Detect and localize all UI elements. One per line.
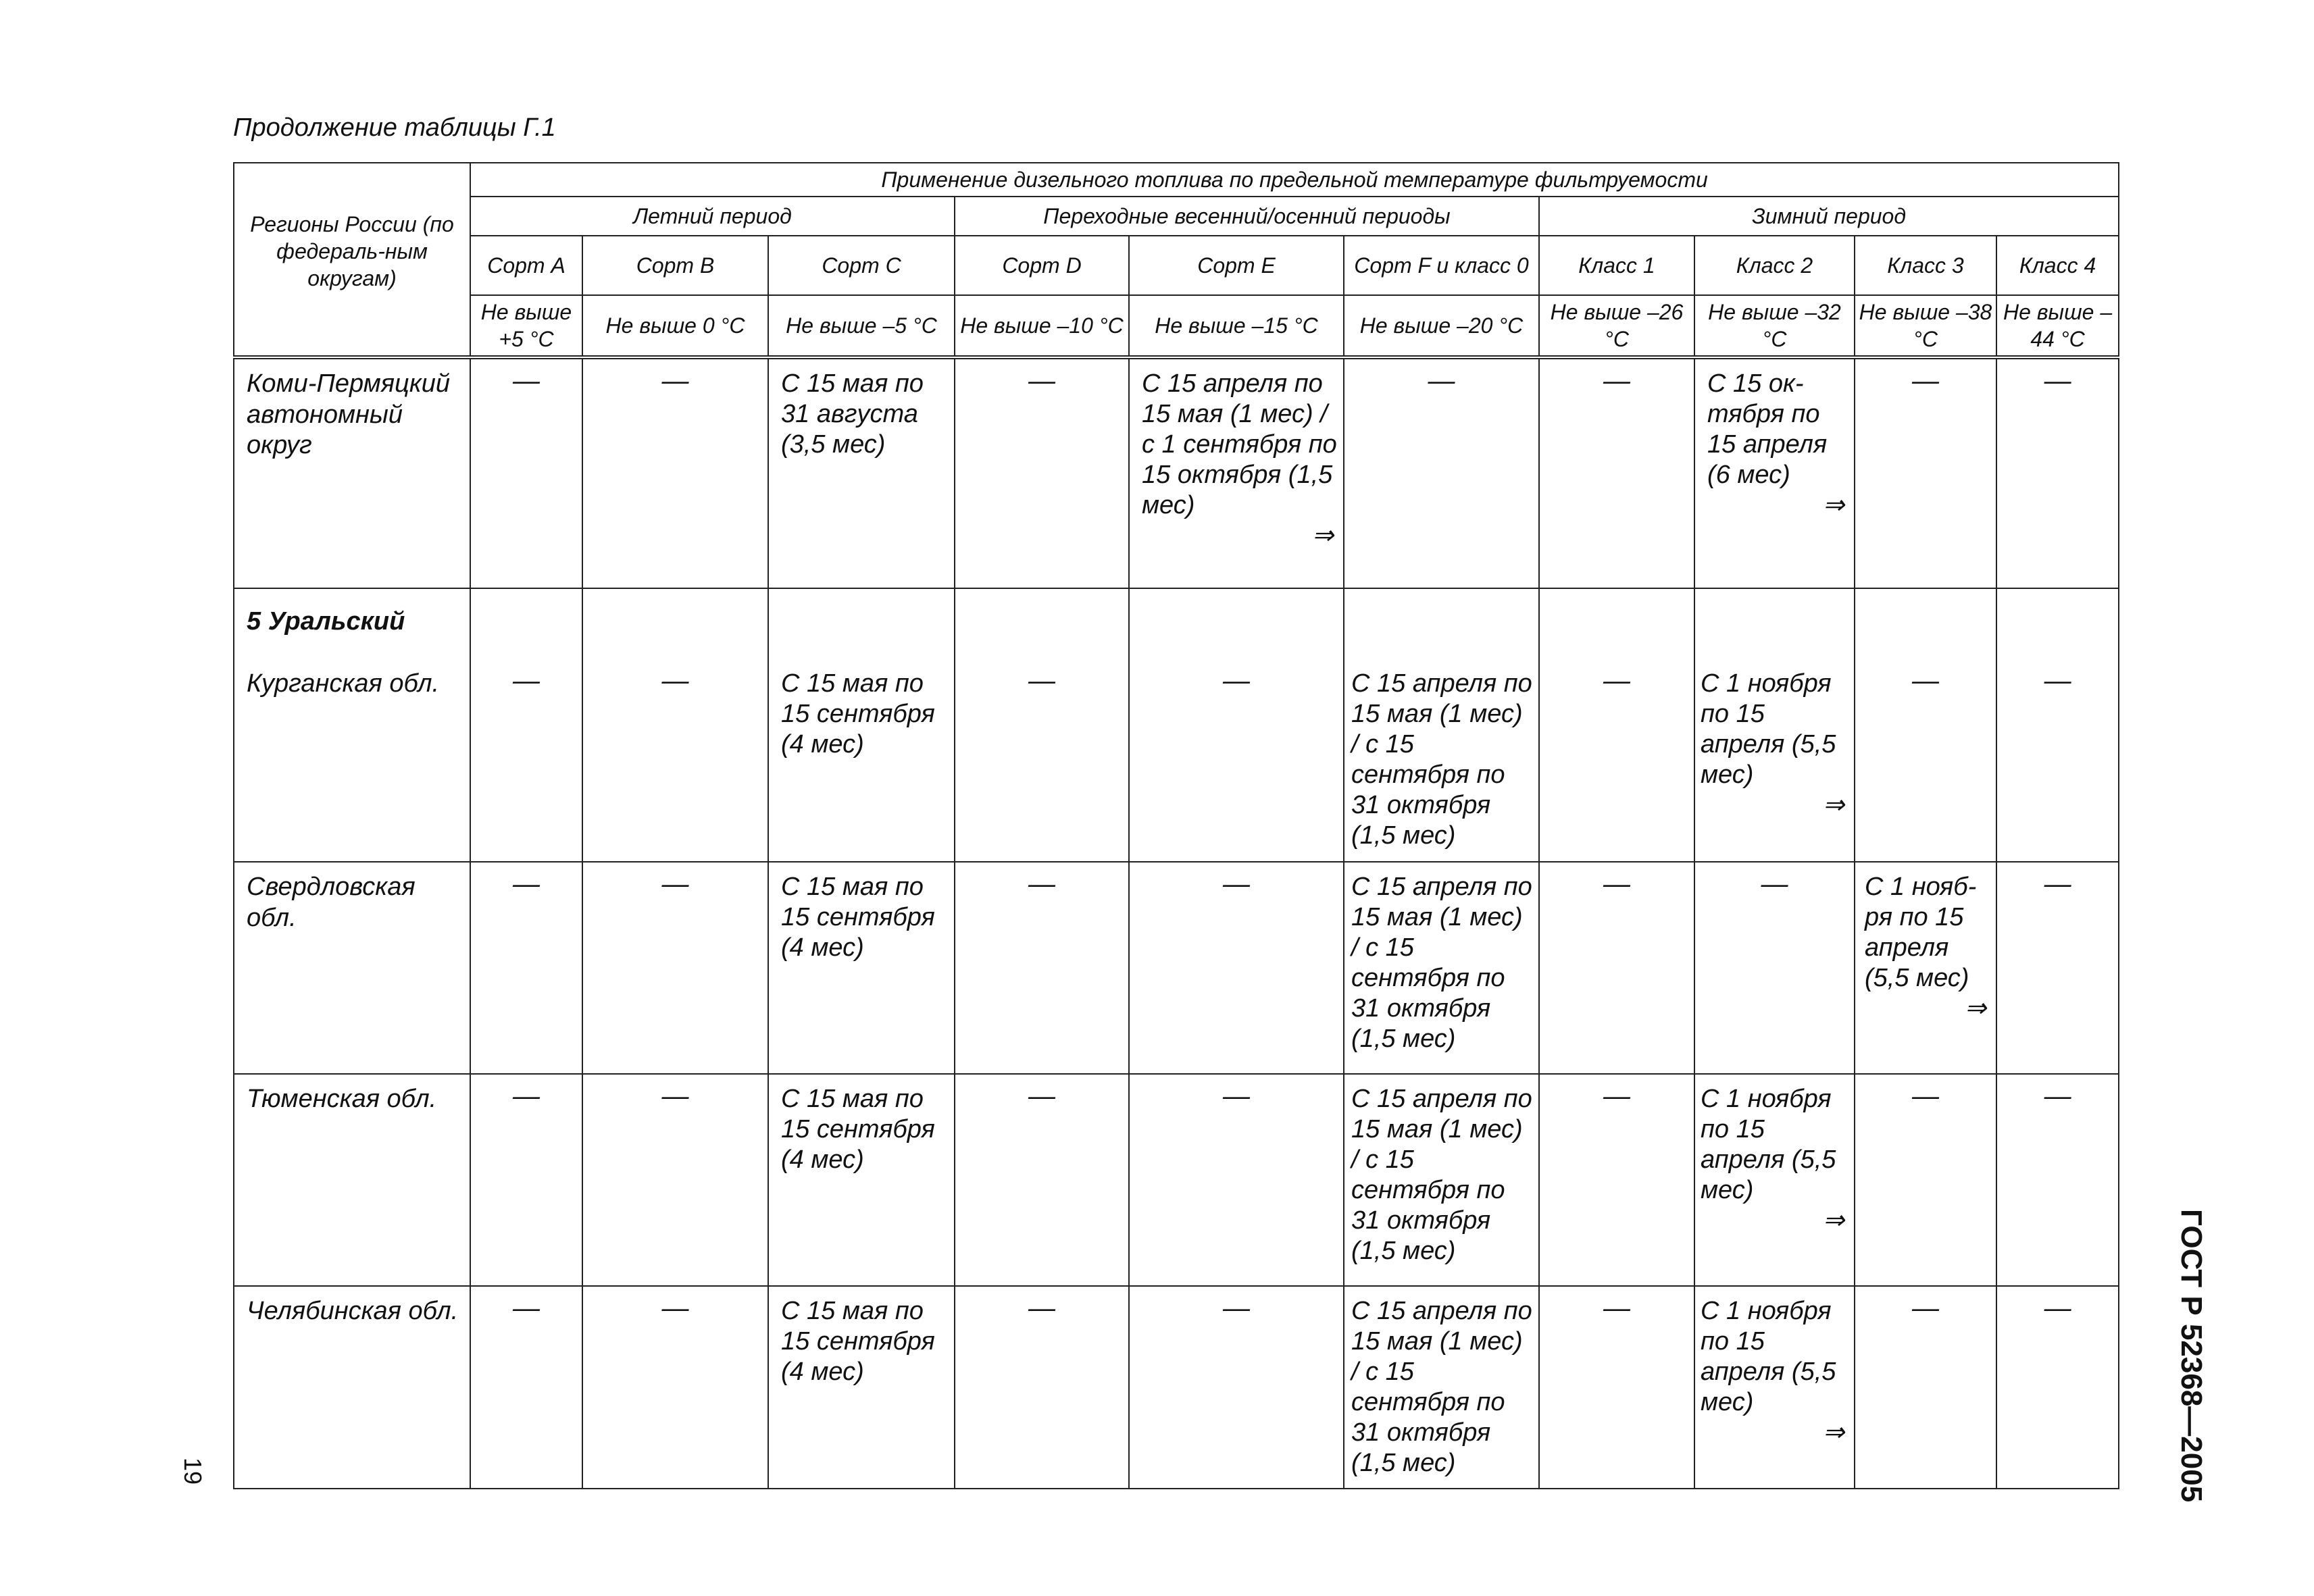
grade-header: Сорт А bbox=[470, 236, 582, 295]
sort-c-cell: С 15 мая по 15 сентября (4 мес) bbox=[768, 588, 955, 862]
class2-cell bbox=[1694, 357, 1855, 588]
dash-cell: — bbox=[470, 862, 582, 1074]
continuation-arrow-icon: ⇒ bbox=[1823, 1418, 1844, 1447]
sort-f-cell: С 15 апреля по 15 мая (1 мес) / с 15 сентября по 31 октября (1,5 мес) bbox=[1344, 862, 1539, 1074]
dash-cell: — bbox=[1996, 357, 2119, 588]
class2-text: С 1 ноября по 15 апреля (5,5 мес) bbox=[1701, 1297, 1836, 1416]
sort-c-cell: С 15 мая по 15 сентября (4 мес) bbox=[768, 1074, 955, 1286]
sort-e-text: С 15 апреля по 15 мая (1 мес) / с 1 сентября по 15 октября (1,5 мес) bbox=[1142, 369, 1337, 519]
dash-cell: — bbox=[1539, 357, 1694, 588]
limit-header: Не выше –20 °С bbox=[1344, 295, 1539, 357]
sort-c-cell: С 15 мая по 31 августа (3,5 мес) bbox=[768, 357, 955, 588]
region-name: Свердловская обл. bbox=[234, 862, 470, 1074]
grade-header: Сорт D bbox=[955, 236, 1129, 295]
limit-header: Не выше –10 °С bbox=[955, 295, 1129, 357]
dash-cell: — bbox=[470, 357, 582, 588]
limit-header: Не выше 0 °С bbox=[582, 295, 768, 357]
grade-header: Класс 4 bbox=[1996, 236, 2119, 295]
dash-cell: — bbox=[955, 357, 1129, 588]
dash-cell: — bbox=[1855, 1286, 1996, 1489]
fuel-application-table bbox=[233, 162, 2119, 1489]
standard-label-container bbox=[2175, 1209, 2216, 1503]
grade-header: Сорт Е bbox=[1129, 236, 1344, 295]
dash-cell: — bbox=[1344, 357, 1539, 588]
grade-header: Класс 2 bbox=[1694, 236, 1855, 295]
class2-text: С 1 ноября по 15 апреля (5,5 мес) bbox=[1701, 669, 1836, 789]
dash-cell: — bbox=[1539, 1074, 1694, 1286]
dash-cell: — bbox=[1539, 862, 1694, 1074]
grade-header: Сорт С bbox=[768, 236, 955, 295]
dash-cell: — bbox=[582, 357, 768, 588]
class3-text: С 1 нояб-ря по 15 апреля (5,5 мес) bbox=[1865, 873, 1977, 992]
dash-cell: — bbox=[1129, 1286, 1344, 1489]
continuation-arrow-icon: ⇒ bbox=[1965, 994, 1986, 1023]
limit-header: Не выше –15 °С bbox=[1129, 295, 1344, 357]
grade-header: Класс 1 bbox=[1539, 236, 1694, 295]
limit-header: Не выше –38 °С bbox=[1855, 295, 1996, 357]
district-heading: 5 Уральский bbox=[247, 607, 405, 636]
limit-header: Не выше –32 °С bbox=[1694, 295, 1855, 357]
dash-cell: — bbox=[1129, 862, 1344, 1074]
sort-e-cell bbox=[1129, 357, 1344, 588]
dash-cell: — bbox=[1694, 862, 1855, 1074]
page-number: 19 bbox=[179, 1458, 207, 1485]
table-row bbox=[234, 1286, 2119, 1489]
class2-cell bbox=[1694, 1074, 1855, 1286]
class2-cell bbox=[1694, 1286, 1855, 1489]
dash-cell: — bbox=[1996, 1074, 2119, 1286]
dash-cell: — bbox=[1996, 588, 2119, 862]
dash-cell: — bbox=[1855, 1074, 1996, 1286]
dash-cell: — bbox=[470, 1074, 582, 1286]
class2-text: С 1 ноября по 15 апреля (5,5 мес) bbox=[1701, 1085, 1836, 1204]
dash-cell: — bbox=[1855, 357, 1996, 588]
dash-cell: — bbox=[1539, 1286, 1694, 1489]
region-name: Челябинская обл. bbox=[234, 1286, 470, 1489]
grade-header: Класс 3 bbox=[1855, 236, 1996, 295]
dash-cell: — bbox=[955, 1074, 1129, 1286]
dash-cell: — bbox=[1855, 588, 1996, 862]
limit-header: Не выше –26 °С bbox=[1539, 295, 1694, 357]
dash-cell: — bbox=[582, 1286, 768, 1489]
class2-text: С 15 ок-тября по 15 апреля (6 мес) bbox=[1707, 369, 1828, 489]
region-name: Курганская обл. bbox=[247, 669, 440, 698]
dash-cell: — bbox=[1129, 588, 1344, 862]
dash-cell: — bbox=[955, 588, 1129, 862]
dash-cell: — bbox=[582, 588, 768, 862]
dash-cell: — bbox=[470, 1286, 582, 1489]
dash-cell: — bbox=[1539, 588, 1694, 862]
region-name: Коми-Пермяцкий автономный округ bbox=[234, 357, 470, 588]
sort-f-cell: С 15 апреля по 15 мая (1 мес) / с 15 сентября по 31 октября (1,5 мес) bbox=[1344, 588, 1539, 862]
continuation-arrow-icon: ⇒ bbox=[1823, 791, 1844, 819]
page-number-container bbox=[181, 1458, 208, 1498]
table-row bbox=[234, 862, 2119, 1074]
dash-cell: — bbox=[470, 588, 582, 862]
sort-f-cell: С 15 апреля по 15 мая (1 мес) / с 15 сентября по 31 октября (1,5 мес) bbox=[1344, 1286, 1539, 1489]
dash-cell: — bbox=[1996, 1286, 2119, 1489]
class2-cell bbox=[1694, 588, 1855, 862]
header-transition: Переходные весенний/осенний периоды bbox=[955, 197, 1539, 236]
continuation-arrow-icon: ⇒ bbox=[1312, 521, 1334, 550]
grade-header: Сорт F и класс 0 bbox=[1344, 236, 1539, 295]
header-winter: Зимний период bbox=[1539, 197, 2119, 236]
dash-cell: — bbox=[1996, 862, 2119, 1074]
sort-c-cell: С 15 мая по 15 сентября (4 мес) bbox=[768, 862, 955, 1074]
dash-cell: — bbox=[582, 1074, 768, 1286]
header-application: Применение дизельного топлива по предельной температуре фильтруемости bbox=[470, 163, 2119, 197]
continuation-arrow-icon: ⇒ bbox=[1823, 1206, 1844, 1235]
table-row bbox=[234, 357, 2119, 588]
limit-header: Не выше –5 °С bbox=[768, 295, 955, 357]
table-row bbox=[234, 588, 2119, 862]
region-cell bbox=[234, 588, 470, 862]
table-row bbox=[234, 1074, 2119, 1286]
limit-header: Не выше +5 °С bbox=[470, 295, 582, 357]
dash-cell: — bbox=[1129, 1074, 1344, 1286]
continuation-arrow-icon: ⇒ bbox=[1823, 491, 1844, 519]
dash-cell: — bbox=[582, 862, 768, 1074]
sort-c-cell: С 15 мая по 15 сентября (4 мес) bbox=[768, 1286, 955, 1489]
header-regions: Регионы России (по федераль-ным округам) bbox=[234, 163, 470, 357]
dash-cell: — bbox=[955, 862, 1129, 1074]
sort-f-cell: С 15 апреля по 15 мая (1 мес) / с 15 сентября по 31 октября (1,5 мес) bbox=[1344, 1074, 1539, 1286]
grade-header: Сорт В bbox=[582, 236, 768, 295]
standard-label: ГОСТ Р 52368—2005 bbox=[2175, 1209, 2208, 1503]
dash-cell: — bbox=[955, 1286, 1129, 1489]
table-caption: Продолжение таблицы Г.1 bbox=[233, 113, 556, 142]
class3-cell bbox=[1855, 862, 1996, 1074]
limit-header: Не выше –44 °С bbox=[1996, 295, 2119, 357]
region-name: Тюменская обл. bbox=[234, 1074, 470, 1286]
header-summer: Летний период bbox=[470, 197, 955, 236]
